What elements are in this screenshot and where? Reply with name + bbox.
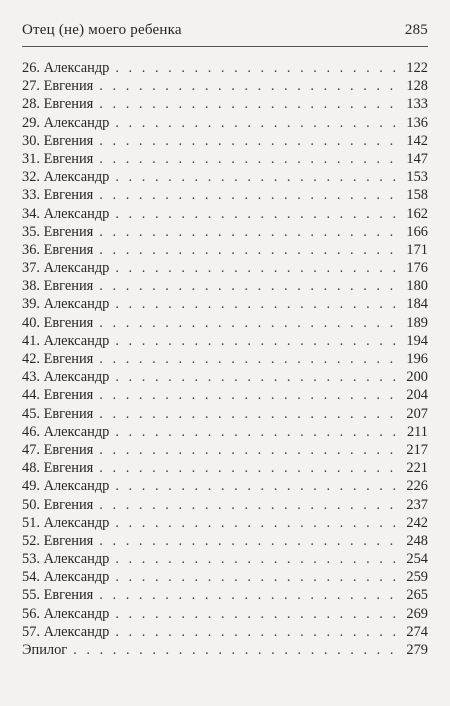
toc-entry-title: 51. Александр — [22, 514, 110, 531]
dot-leader — [99, 496, 398, 514]
header-rule — [22, 46, 428, 47]
toc-entry-page: 180 — [406, 278, 428, 295]
dot-leader — [99, 441, 398, 459]
toc-entry-title: 54. Александр — [22, 569, 110, 586]
toc-entry-page: 153 — [406, 169, 428, 186]
dot-leader — [115, 568, 398, 586]
dot-leader — [99, 314, 398, 332]
toc-entry-title: 46. Александр — [22, 423, 110, 440]
toc-entry-page: 200 — [406, 369, 428, 386]
toc-entry-page: 204 — [406, 387, 428, 404]
toc-entry-page: 226 — [406, 478, 428, 495]
toc-entry-title: 34. Александр — [22, 205, 110, 222]
toc-entry-title: 44. Евгения — [22, 387, 94, 404]
toc-entry — [22, 532, 428, 550]
dot-leader — [115, 332, 398, 350]
toc-entry-page: 254 — [406, 551, 428, 568]
toc-entry-title: 27. Евгения — [22, 78, 94, 95]
toc-entry — [22, 586, 428, 604]
toc-entry — [22, 496, 428, 514]
toc-entry-title: 55. Евгения — [22, 587, 94, 604]
running-title: Отец (не) моего ребенка — [22, 22, 182, 38]
toc-entry-title: 36. Евгения — [22, 241, 94, 258]
toc-entry — [22, 59, 428, 77]
toc-entry — [22, 459, 428, 477]
dot-leader — [99, 532, 398, 550]
dot-leader — [115, 295, 398, 313]
dot-leader — [115, 550, 398, 568]
dot-leader — [99, 132, 398, 150]
toc-entry-title: 26. Александр — [22, 60, 110, 76]
toc-entry-title: Эпилог — [22, 642, 68, 658]
dot-leader — [115, 205, 398, 223]
toc-entry-title: 50. Евгения — [22, 496, 94, 513]
dot-leader — [115, 368, 398, 386]
toc-entry — [22, 350, 428, 368]
toc-entry — [22, 150, 428, 168]
toc-entry-title: 40. Евгения — [22, 314, 94, 331]
dot-leader — [99, 405, 398, 423]
toc-entry-page: 207 — [406, 405, 428, 422]
toc-entry-page: 265 — [406, 587, 428, 604]
running-head — [22, 22, 428, 39]
table-of-contents — [22, 59, 428, 659]
dot-leader — [99, 241, 398, 259]
dot-leader — [115, 623, 398, 641]
toc-entry-page: 142 — [406, 132, 428, 149]
toc-entry — [22, 405, 428, 423]
toc-entry — [22, 77, 428, 95]
dot-leader — [99, 223, 398, 241]
toc-entry-title: 52. Евгения — [22, 532, 94, 549]
dot-leader — [115, 259, 398, 277]
dot-leader — [99, 277, 398, 295]
toc-entry-title: 53. Александр — [22, 551, 110, 568]
toc-entry — [22, 295, 428, 313]
toc-entry — [22, 623, 428, 641]
toc-entry — [22, 441, 428, 459]
toc-entry-title: 56. Александр — [22, 605, 110, 622]
toc-entry-title: 57. Александр — [22, 623, 110, 640]
dot-leader — [99, 386, 398, 404]
toc-entry-title: 32. Александр — [22, 169, 110, 186]
toc-entry-page: 176 — [406, 260, 428, 277]
dot-leader — [115, 514, 398, 532]
toc-entry-page: 166 — [406, 223, 428, 240]
toc-entry-page: 242 — [406, 514, 428, 531]
toc-entry-title: 28. Евгения — [22, 96, 94, 113]
toc-entry-page: 162 — [406, 205, 428, 222]
toc-entry-page: 221 — [406, 460, 428, 477]
toc-entry-title: 48. Евгения — [22, 460, 94, 477]
toc-entry-page: 237 — [406, 496, 428, 513]
toc-entry — [22, 277, 428, 295]
toc-entry-title: 49. Александр — [22, 478, 110, 495]
toc-entry — [22, 477, 428, 495]
toc-entry-title: 47. Евгения — [22, 441, 94, 458]
toc-entry — [22, 95, 428, 113]
toc-entry-title: 41. Александр — [22, 332, 110, 349]
toc-entry-page: 248 — [406, 532, 428, 549]
toc-entry — [22, 186, 428, 204]
dot-leader — [115, 168, 398, 186]
toc-entry — [22, 114, 428, 132]
toc-entry-title: 39. Александр — [22, 296, 110, 313]
toc-entry-title: 35. Евгения — [22, 223, 94, 240]
dot-leader — [115, 423, 398, 441]
dot-leader — [99, 150, 398, 168]
toc-entry-title: 38. Евгения — [22, 278, 94, 295]
toc-entry-title: 29. Александр — [22, 114, 110, 131]
page-number: 285 — [404, 22, 428, 38]
toc-entry-title: 43. Александр — [22, 369, 110, 386]
dot-leader — [99, 95, 398, 113]
toc-entry-page: 128 — [406, 78, 428, 95]
dot-leader — [115, 114, 398, 132]
toc-entry — [22, 568, 428, 586]
toc-entry-page: 122 — [406, 60, 428, 76]
toc-entry-page: 196 — [406, 351, 428, 367]
dot-leader — [99, 186, 398, 204]
toc-entry-page: 136 — [406, 114, 428, 131]
toc-entry-title: 37. Александр — [22, 260, 110, 277]
toc-entry — [22, 514, 428, 532]
dot-leader — [73, 641, 398, 659]
toc-entry-title: 33. Евгения — [22, 187, 94, 204]
toc-entry — [22, 205, 428, 223]
dot-leader — [99, 350, 398, 368]
toc-entry-page: 217 — [406, 441, 428, 458]
dot-leader — [115, 477, 398, 495]
toc-entry-page: 269 — [406, 605, 428, 622]
toc-entry-page: 158 — [406, 187, 428, 204]
toc-entry-page: 171 — [406, 241, 428, 258]
toc-entry-page: 133 — [406, 96, 428, 113]
toc-entry-title: 45. Евгения — [22, 405, 94, 422]
dot-leader — [99, 459, 398, 477]
toc-entry — [22, 332, 428, 350]
toc-entry-title: 42. Евгения — [22, 351, 94, 367]
dot-leader — [115, 59, 398, 77]
toc-entry — [22, 550, 428, 568]
toc-entry — [22, 223, 428, 241]
toc-entry — [22, 605, 428, 623]
dot-leader — [115, 605, 398, 623]
dot-leader — [99, 586, 398, 604]
toc-entry — [22, 386, 428, 404]
toc-entry — [22, 259, 428, 277]
toc-entry-page: 279 — [406, 642, 428, 658]
toc-entry-page: 189 — [406, 314, 428, 331]
toc-entry-page: 211 — [406, 423, 428, 440]
toc-entry-page: 147 — [406, 150, 428, 167]
toc-entry-title: 31. Евгения — [22, 150, 94, 167]
toc-entry — [22, 368, 428, 386]
toc-entry — [22, 641, 428, 659]
toc-entry-page: 194 — [406, 332, 428, 349]
toc-entry — [22, 314, 428, 332]
toc-entry — [22, 241, 428, 259]
toc-entry-page: 259 — [406, 569, 428, 586]
toc-entry — [22, 168, 428, 186]
toc-entry-page: 184 — [406, 296, 428, 313]
toc-entry — [22, 132, 428, 150]
dot-leader — [99, 77, 398, 95]
toc-entry — [22, 423, 428, 441]
toc-entry-title: 30. Евгения — [22, 132, 94, 149]
toc-entry-page: 274 — [406, 623, 428, 640]
